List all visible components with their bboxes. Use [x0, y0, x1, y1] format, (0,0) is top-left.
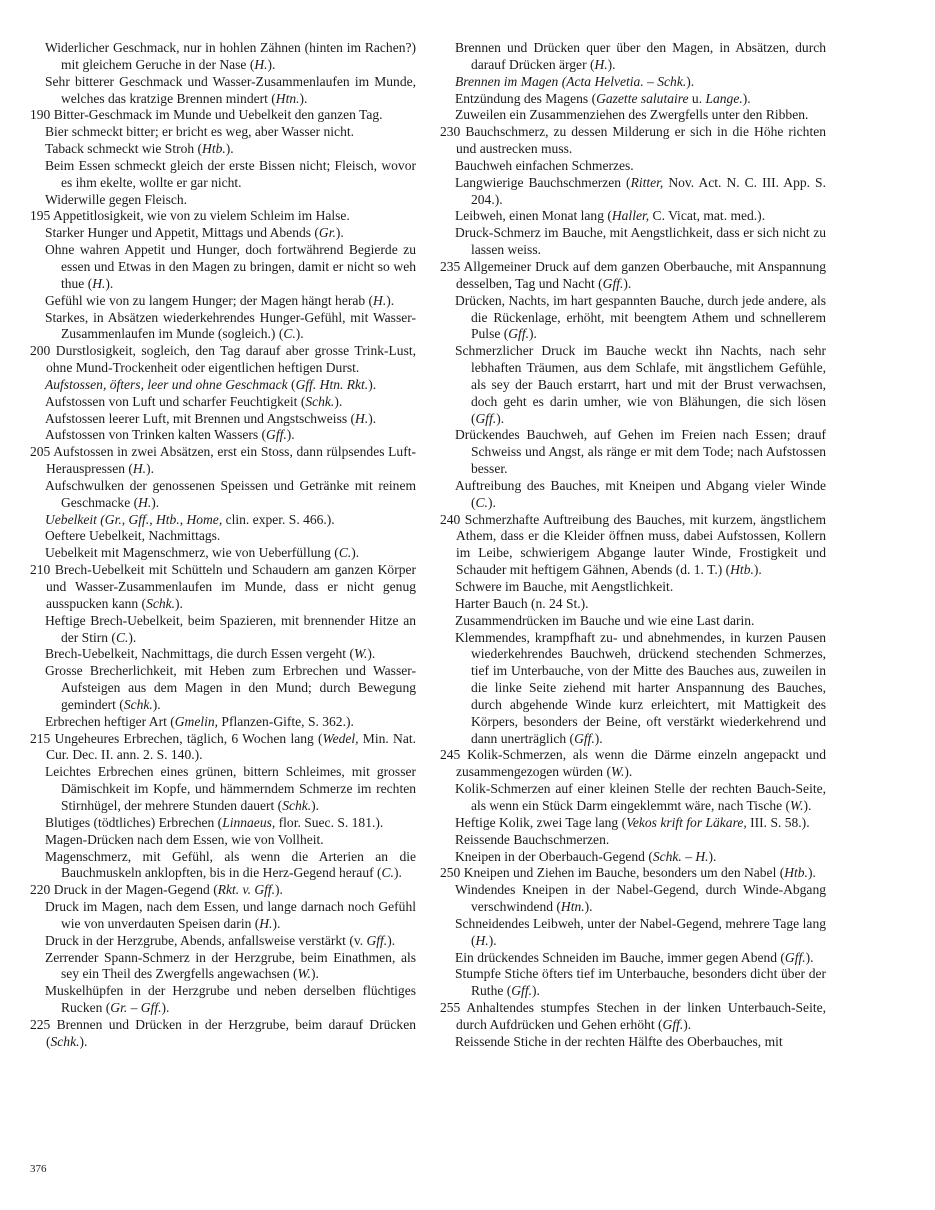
- italic-citation: Gff. Htn. Rkt.: [295, 376, 369, 392]
- entry-text: Kneipen und Ziehen im Bauche, besonders um den Nabel (: [463, 865, 785, 881]
- symptom-entry: [440, 1034, 826, 1051]
- numbered-symptom-entry: [30, 107, 416, 124]
- entry-text: Windendes Kneipen in der Nabel-Gegend, durch Winde-Abgang verschwindend (: [455, 882, 826, 915]
- entry-text: Muskelhüpfen in der Herzgrube und neben derselben flüchtiges Rucken (: [45, 983, 416, 1016]
- entry-text: Druck-Schmerz im Bauche, mit Aengstlichkeit, dass er sich nicht zu lassen weiss.: [455, 225, 826, 258]
- symptom-entry: [30, 225, 416, 242]
- symptom-entry: [440, 40, 826, 74]
- symptom-entry: [30, 74, 416, 108]
- symptom-entry: [440, 832, 826, 849]
- entry-number: 240: [440, 511, 461, 527]
- italic-citation: Gff.: [266, 427, 287, 443]
- entry-text: Bier schmeckt bitter; er bricht es weg, aber Wasser nicht.: [45, 124, 354, 140]
- italic-citation: Schk.: [123, 696, 153, 712]
- numbered-symptom-entry: [440, 1000, 826, 1034]
- italic-citation: Ritter,: [630, 174, 664, 190]
- italic-citation: H.: [475, 932, 489, 948]
- entry-text: Erbrechen heftiger Art (: [45, 713, 175, 729]
- entry-text: ).: [295, 326, 304, 342]
- entry-text: ).: [393, 865, 402, 881]
- symptom-entry: [30, 427, 416, 444]
- entry-text: Heftige Brech-Uebelkeit, beim Spazieren, mit brennender Hitze an der Stirn (: [45, 612, 416, 645]
- italic-citation: C.: [115, 629, 129, 645]
- italic-citation: Gff.: [662, 1016, 684, 1032]
- italic-citation: Htn.: [275, 90, 300, 106]
- entry-text: Aufstossen von Trinken kalten Wassers (: [45, 427, 267, 443]
- entry-text: flor. Suec. S. 181.).: [275, 814, 384, 830]
- symptom-entry: [440, 107, 826, 124]
- entry-text: ).: [708, 848, 717, 864]
- symptom-entry: [30, 646, 416, 663]
- symptom-entry: [440, 781, 826, 815]
- symptom-entry: [440, 613, 826, 630]
- entry-text: ).: [496, 410, 505, 426]
- entry-text: ).: [387, 932, 396, 948]
- symptom-entry: [30, 950, 416, 984]
- numbered-symptom-entry: [30, 208, 416, 225]
- symptom-entry: [30, 394, 416, 411]
- entry-text: ).: [146, 461, 154, 477]
- italic-citation: Htb.: [202, 141, 226, 157]
- entry-text: Brech-Uebelkeit mit Schütteln und Schaudern am ganzen Körper und Wasser-Zusammenlaufen im Munde, dass er nicht genug ausspucken kann (: [46, 562, 417, 611]
- entry-text: Reissende Bauchschmerzen.: [455, 831, 610, 847]
- italic-citation: Haller,: [611, 208, 650, 224]
- entry-text: ).: [299, 90, 308, 106]
- italic-citation: Linnaeus,: [222, 814, 276, 830]
- entry-text: ).: [594, 730, 603, 746]
- symptom-entry: [440, 74, 826, 91]
- entry-text: Druck in der Herzgrube, Abends, anfallsweise verstärkt (v.: [45, 932, 367, 948]
- entry-text: ).: [272, 915, 281, 931]
- italic-citation: H.: [132, 461, 147, 477]
- entry-text: Kneipen in der Oberbauch-Gegend (: [455, 848, 653, 864]
- entry-text: ).: [161, 1000, 170, 1016]
- entry-text: Min. Nat. Cur. Dec. II. ann. 2. S. 140.).: [46, 730, 416, 763]
- symptom-entry: [30, 849, 416, 883]
- entry-text: ).: [128, 629, 137, 645]
- italic-citation: Schk.: [305, 393, 335, 409]
- entry-text: ).: [528, 326, 537, 342]
- symptom-entry: [30, 242, 416, 293]
- entry-text: ).: [351, 545, 360, 561]
- entry-text: Magen-Drücken nach dem Essen, wie von Vollheit.: [45, 831, 324, 847]
- entry-text: Blutiges (tödtliches) Erbrechen (: [45, 814, 223, 830]
- entry-text: Oeftere Uebelkeit, Nachmittags.: [45, 528, 221, 544]
- numbered-symptom-entry: [30, 444, 416, 478]
- entry-text: Auftreibung des Bauches, mit Kneipen und Abgang vieler Winde (: [455, 477, 826, 510]
- entry-text: ).: [152, 696, 161, 712]
- italic-citation: H.: [254, 56, 268, 72]
- italic-citation: H.: [138, 494, 152, 510]
- entry-text: Harter Bauch (n. 24 St.).: [455, 595, 589, 611]
- entry-number: 190: [30, 107, 51, 123]
- symptom-entry: [30, 714, 416, 731]
- entry-text: Stumpfe Stiche öfters tief im Unterbauche, besonders dicht über der Ruthe (: [455, 966, 826, 999]
- italic-citation: Gff.: [475, 410, 497, 426]
- entry-text: Bauchschmerz, zu dessen Milderung er sich in die Höhe richten und austrecken muss.: [456, 124, 826, 157]
- entry-text: Bitter-Geschmack im Munde und Uebelkeit den ganzen Tag.: [53, 107, 383, 123]
- entry-text: u.: [688, 90, 706, 106]
- entry-text: Pflanzen-Gifte, S. 362.).: [218, 713, 354, 729]
- italic-citation: Gmelin,: [174, 713, 219, 729]
- entry-number: 210: [30, 562, 51, 578]
- numbered-symptom-entry: [440, 124, 826, 158]
- entry-text: Brennen und Drücken in der Herzgrube, beim darauf Drücken (: [46, 1016, 416, 1049]
- italic-citation: H.: [355, 410, 369, 426]
- numbered-symptom-entry: [30, 562, 416, 613]
- symptom-entry: [440, 849, 826, 866]
- entry-text: Schwere im Bauche, mit Aengstlichkeit.: [455, 579, 674, 594]
- symptom-entry: [440, 815, 826, 832]
- italic-citation: Schk.: [146, 595, 176, 611]
- entry-text: Sehr bitterer Geschmack und Wasser-Zusammenlaufen im Munde, welches das kratzige Brennen mindert (: [45, 73, 416, 106]
- symptom-entry: [440, 343, 826, 427]
- entry-text: ).: [607, 56, 616, 72]
- entry-text: ).: [753, 562, 762, 578]
- entry-text: Appetitlosigkeit, wie von zu vielem Schleim im Halse.: [52, 208, 350, 224]
- entry-text: ).: [742, 90, 751, 106]
- entry-number: 215: [30, 730, 51, 746]
- italic-citation: Schk.: [282, 797, 312, 813]
- entry-number: 195: [30, 208, 51, 224]
- numbered-symptom-entry: [30, 343, 416, 377]
- italic-citation: Schk.: [50, 1033, 80, 1049]
- italic-citation: C.: [338, 545, 352, 561]
- entry-text: Widerlicher Geschmack, nur in hohlen Zähnen (hinten im Rachen?) mit gleichem Geruche in der Nase (: [45, 40, 416, 72]
- entry-text: ).: [334, 393, 343, 409]
- italic-citation: C.: [475, 494, 488, 510]
- italic-citation: Htb.: [784, 865, 808, 881]
- entry-text: ).: [803, 797, 812, 813]
- entry-text: Aufstossen in zwei Absätzen, erst ein Stoss, dann rülpsendes Luft-Herauspressen (: [46, 444, 416, 477]
- italic-citation: Gff.: [508, 326, 529, 342]
- entry-text: Nov. Act. N. C. III. App. S. 204.).: [471, 174, 826, 207]
- entry-text: C. Vicat, mat. med.).: [649, 208, 766, 224]
- entry-number: 230: [440, 124, 461, 140]
- italic-citation: Gff.: [366, 932, 388, 948]
- symptom-entry: [440, 596, 826, 613]
- entry-text: ).: [175, 595, 183, 611]
- symptom-entry: [30, 512, 416, 529]
- entry-text: ).: [225, 141, 234, 157]
- entry-text: ).: [151, 494, 160, 510]
- symptom-entry: [440, 950, 826, 967]
- symptom-entry: [30, 983, 416, 1017]
- entry-text: Aufstossen von Luft und scharfer Feuchtigkeit (: [45, 393, 306, 409]
- entry-text: Ungeheures Erbrechen, täglich, 6 Wochen lang (: [54, 730, 323, 746]
- italic-citation: Htb.: [730, 562, 754, 578]
- italic-citation: Htn.: [560, 899, 585, 915]
- entry-text: Leibweh, einen Monat lang (: [455, 208, 612, 224]
- entry-text: Ohne wahren Appetit und Hunger, doch fortwährend Begierde zu essen und Etwas in den Magen zu bringen, damit er nicht so weh thue (: [45, 242, 416, 291]
- symptom-entry: [30, 411, 416, 428]
- entry-text: Zusammendrücken im Bauche und wie eine Last darin.: [455, 612, 755, 628]
- entry-text: ).: [311, 797, 320, 813]
- italic-citation: W.: [353, 646, 368, 662]
- symptom-entry: [30, 933, 416, 950]
- symptom-entry: [30, 899, 416, 933]
- symptom-entry: [30, 377, 416, 394]
- entry-number: 255: [440, 1000, 461, 1016]
- symptom-entry: [30, 141, 416, 158]
- entry-text: Taback schmeckt wie Stroh (: [45, 141, 203, 157]
- italic-citation: Brennen im Magen (Acta Helvetia. – Schk.: [455, 73, 687, 89]
- entry-text: ).: [368, 376, 377, 392]
- left-column: [30, 40, 416, 1051]
- entry-number: 225: [30, 1016, 51, 1032]
- entry-text: Anhaltendes stumpfes Stechen in der linken Unterbauch-Seite, durch Aufdrücken und Gehen erhöht (: [456, 1000, 826, 1032]
- symptom-entry: [440, 158, 826, 175]
- entry-text: ).: [487, 494, 496, 510]
- entry-text: Schmerzlicher Druck im Bauche weckt ihn Nachts, nach sehr lebhaften Träumen, aus dem Schlafe, mit ängstlichem Gefühle, als sey der Bauch erstarrt, hart und mit der Brust verwachsen, doch geht es darin umher, wie von Blähungen, die sich lösen (: [455, 343, 826, 426]
- page-number: 376: [30, 1163, 47, 1175]
- italic-citation: H.: [92, 275, 106, 291]
- italic-citation: W.: [790, 797, 804, 813]
- italic-citation: Schk. – H.: [652, 848, 709, 864]
- symptom-entry: [440, 966, 826, 1000]
- entry-text: ).: [335, 225, 344, 241]
- entry-text: ).: [267, 56, 276, 72]
- symptom-entry: [440, 916, 826, 950]
- symptom-entry: [30, 545, 416, 562]
- italic-citation: Lange.: [705, 90, 743, 106]
- italic-citation: C.: [283, 326, 296, 342]
- italic-citation: Gff.: [574, 730, 595, 746]
- symptom-entry: [30, 192, 416, 209]
- symptom-entry: [30, 528, 416, 545]
- entry-text: Uebelkeit mit Magenschmerz, wie von Ueberfüllung (: [45, 545, 339, 561]
- italic-citation: Uebelkeit (Gr., Gff., Htb., Home,: [45, 511, 223, 527]
- symptom-entry: [440, 427, 826, 478]
- numbered-symptom-entry: [30, 731, 416, 765]
- entry-text: Reissende Stiche in der rechten Hälfte des Oberbauches, mit: [455, 1033, 783, 1049]
- entry-number: 205: [30, 444, 51, 460]
- numbered-symptom-entry: [30, 882, 416, 899]
- symptom-entry: [30, 764, 416, 815]
- entry-text: ).: [368, 410, 377, 426]
- symptom-entry: [30, 40, 416, 74]
- entry-text: Druck in der Magen-Gegend (: [53, 882, 218, 898]
- entry-text: ).: [805, 949, 814, 965]
- entry-text: ).: [683, 1016, 692, 1032]
- symptom-entry: [440, 630, 826, 748]
- italic-citation: Wedel,: [322, 730, 359, 746]
- entry-text: (: [287, 376, 296, 392]
- entry-text: Gefühl wie von zu langem Hunger; der Magen hängt herab (: [45, 292, 374, 308]
- entry-text: Starker Hunger und Appetit, Mittags und Abends (: [45, 225, 319, 241]
- symptom-entry: [30, 478, 416, 512]
- symptom-entry: [440, 478, 826, 512]
- entry-text: Schmerzhafte Auftreibung des Bauches, mit kurzem, ängstlichem Athem, dass er die Kleider öffnen muss, dabei Aufstossen, Kollern im Leibe, schwierigem Abgange lauter Winde, Frostigkeit und Schauder mit heftigem Gähnen, Abends (d. 1. T.) (: [456, 511, 827, 578]
- symptom-entry: [30, 815, 416, 832]
- entry-text: ).: [386, 292, 395, 308]
- symptom-entry: [440, 579, 826, 596]
- numbered-symptom-entry: [440, 512, 826, 579]
- entry-text: Schneidendes Leibweh, unter der Nabel-Gegend, mehrere Tage lang (: [455, 915, 826, 948]
- entry-text: Bauchweh einfachen Schmerzes.: [455, 157, 634, 173]
- right-column: [440, 40, 826, 1051]
- entry-text: Kolik-Schmerzen auf einer kleinen Stelle der rechten Bauch-Seite, als wenn ein Stück Darm eingeklemmt wäre, nach Tische (: [455, 781, 826, 813]
- italic-citation: H.: [594, 56, 608, 72]
- entry-text: Entzündung des Magens (: [455, 90, 597, 106]
- italic-citation: Gr.: [318, 225, 336, 241]
- entry-number: 250: [440, 865, 461, 881]
- italic-citation: H.: [259, 915, 273, 931]
- entry-text: ).: [105, 275, 114, 291]
- entry-text: ).: [624, 764, 633, 780]
- entry-text: Durstlosigkeit, sogleich, den Tag darauf aber grosse Trink-Lust, ohne Mund-Trockenheit oder eigentlichen heftigen Durst.: [46, 343, 416, 376]
- entry-text: Brech-Uebelkeit, Nachmittags, die durch Essen vergeht (: [45, 646, 354, 662]
- entry-text: Beim Essen schmeckt gleich der erste Bissen nicht; Fleisch, wovor es ihm ekelte, wollte er gar nicht.: [45, 157, 416, 190]
- entry-text: ).: [686, 73, 695, 89]
- symptom-entry: [30, 832, 416, 849]
- entry-text: ).: [310, 966, 319, 982]
- italic-citation: C.: [381, 865, 394, 881]
- italic-citation: W.: [297, 966, 311, 982]
- entry-text: Drücken, Nachts, im hart gespannten Bauche, durch jede andere, als die Rückenlage, erhöht, mit beengtem Athem und schnellerem Pulse (: [455, 292, 826, 342]
- symptom-entry: [440, 91, 826, 108]
- numbered-symptom-entry: [440, 747, 826, 781]
- entry-text: ).: [531, 983, 540, 999]
- symptom-entry: [30, 124, 416, 141]
- numbered-symptom-entry: [440, 259, 826, 293]
- numbered-symptom-entry: [440, 865, 826, 882]
- entry-text: ).: [367, 646, 376, 662]
- entry-number: 245: [440, 747, 461, 763]
- entry-number: 235: [440, 258, 461, 274]
- entry-number: 200: [30, 343, 51, 359]
- entry-text: Heftige Kolik, zwei Tage lang (: [455, 814, 627, 830]
- entry-text: ).: [623, 275, 632, 291]
- symptom-entry: [30, 293, 416, 310]
- entry-text: Widerwille gegen Fleisch.: [45, 191, 188, 207]
- entry-text: Zuweilen ein Zusammenziehen des Zwergfells unter den Ribben.: [455, 107, 809, 123]
- entry-text: Leichtes Erbrechen eines grünen, bittern Schleimes, mit grosser Dämischkeit im Kopfe, und hämmerndem Schmerze im rechten Stirnhügel, der mehrere Stunden dauert (: [45, 764, 416, 813]
- entry-text: ).: [79, 1033, 88, 1049]
- symptom-entry: [30, 613, 416, 647]
- entry-text: Aufstossen leerer Luft, mit Brennen und Angstschweiss (: [45, 410, 356, 426]
- entry-text: Starkes, in Absätzen wiederkehrendes Hunger-Gefühl, mit Wasser-Zusammenlaufen im Munde (sogleich.) (: [45, 309, 416, 342]
- entry-text: ).: [584, 899, 593, 915]
- italic-citation: W.: [610, 764, 625, 780]
- italic-citation: Gff.: [511, 983, 532, 999]
- symptom-entry: [440, 882, 826, 916]
- symptom-entry: [30, 158, 416, 192]
- italic-citation: Rkt. v. Gff.: [217, 882, 276, 898]
- entry-text: Grosse Brecherlichkeit, mit Heben zum Erbrechen und Wasser-Aufsteigen aus dem Magen in den Mund; durch Bewegung gemindert (: [45, 663, 416, 712]
- entry-text: Drückendes Bauchweh, auf Gehen im Freien nach Essen; drauf Schweiss und Angst, als ränge er mit dem Tode; nach Aufstossen besser.: [455, 427, 826, 477]
- entry-text: Ein drückendes Schneiden im Bauche, immer gegen Abend (: [455, 949, 785, 965]
- entry-text: Allgemeiner Druck auf dem ganzen Oberbauche, mit Anspannung desselben, Tag und Nacht (: [456, 258, 827, 291]
- symptom-entry: [30, 663, 416, 714]
- italic-citation: Gff.: [784, 949, 806, 965]
- italic-citation: Gr. – Gff.: [110, 1000, 162, 1016]
- entry-text: ).: [286, 427, 295, 443]
- entry-text: Aufschwulken der genossenen Speissen und Getränke mit reinem Geschmacke (: [45, 477, 416, 510]
- italic-citation: Gff.: [602, 275, 624, 291]
- entry-text: ).: [488, 932, 497, 948]
- entry-text: Kolik-Schmerzen, als wenn die Därme einzeln angepackt und zusammengezogen würden (: [456, 747, 826, 780]
- symptom-entry: [440, 293, 826, 344]
- entry-text: Magenschmerz, mit Gefühl, als wenn die Arterien an die Bauchmuskeln anklopften, bis in die Herz-Gegend herauf (: [45, 848, 416, 881]
- entry-text: Brennen und Drücken quer über den Magen, in Absätzen, durch darauf Drücken ärger (: [455, 40, 826, 72]
- italic-citation: Gazette salutaire: [596, 90, 689, 106]
- entry-text: clin. exper. S. 466.).: [222, 511, 335, 527]
- symptom-entry: [440, 225, 826, 259]
- symptom-entry: [440, 175, 826, 209]
- numbered-symptom-entry: [30, 1017, 416, 1051]
- entry-text: ).: [275, 882, 283, 898]
- entry-number: 220: [30, 882, 51, 898]
- entry-text: Klemmendes, krampfhaft zu- und abnehmendes, in kurzen Pausen wiederkehrendes Bauchweh, drückend stechenden Schmerzes, tief im Unterbauche, von der Mitte des Bauches aus, zuweilen in die linke Seite ziehend mit harter Anspannung des Bauches, durch abgehende Winde kurz erleichtert, mit Mattigkeit des Körpers, besonders der Beine, oft verstärkt wiederkehrend und dann unerträglich (: [455, 629, 826, 746]
- symptom-entry: [30, 310, 416, 344]
- entry-text: ).: [807, 865, 816, 881]
- italic-citation: H.: [373, 292, 387, 308]
- entry-text: Langwierige Bauchschmerzen (: [455, 174, 631, 190]
- entry-text: III. S. 58.).: [746, 814, 810, 830]
- entry-text: Zerrender Spann-Schmerz in der Herzgrube, beim Einathmen, als sey ein Theil des Zwergfells angewachsen (: [45, 949, 416, 982]
- italic-citation: Aufstossen, öfters, leer und ohne Geschmack: [45, 376, 288, 392]
- entry-text: Druck im Magen, nach dem Essen, und lange darnach noch Gefühl wie von unverdauten Speisen darin (: [45, 899, 416, 931]
- symptom-entry: [440, 208, 826, 225]
- italic-citation: Vekos krift for Läkare,: [626, 814, 747, 830]
